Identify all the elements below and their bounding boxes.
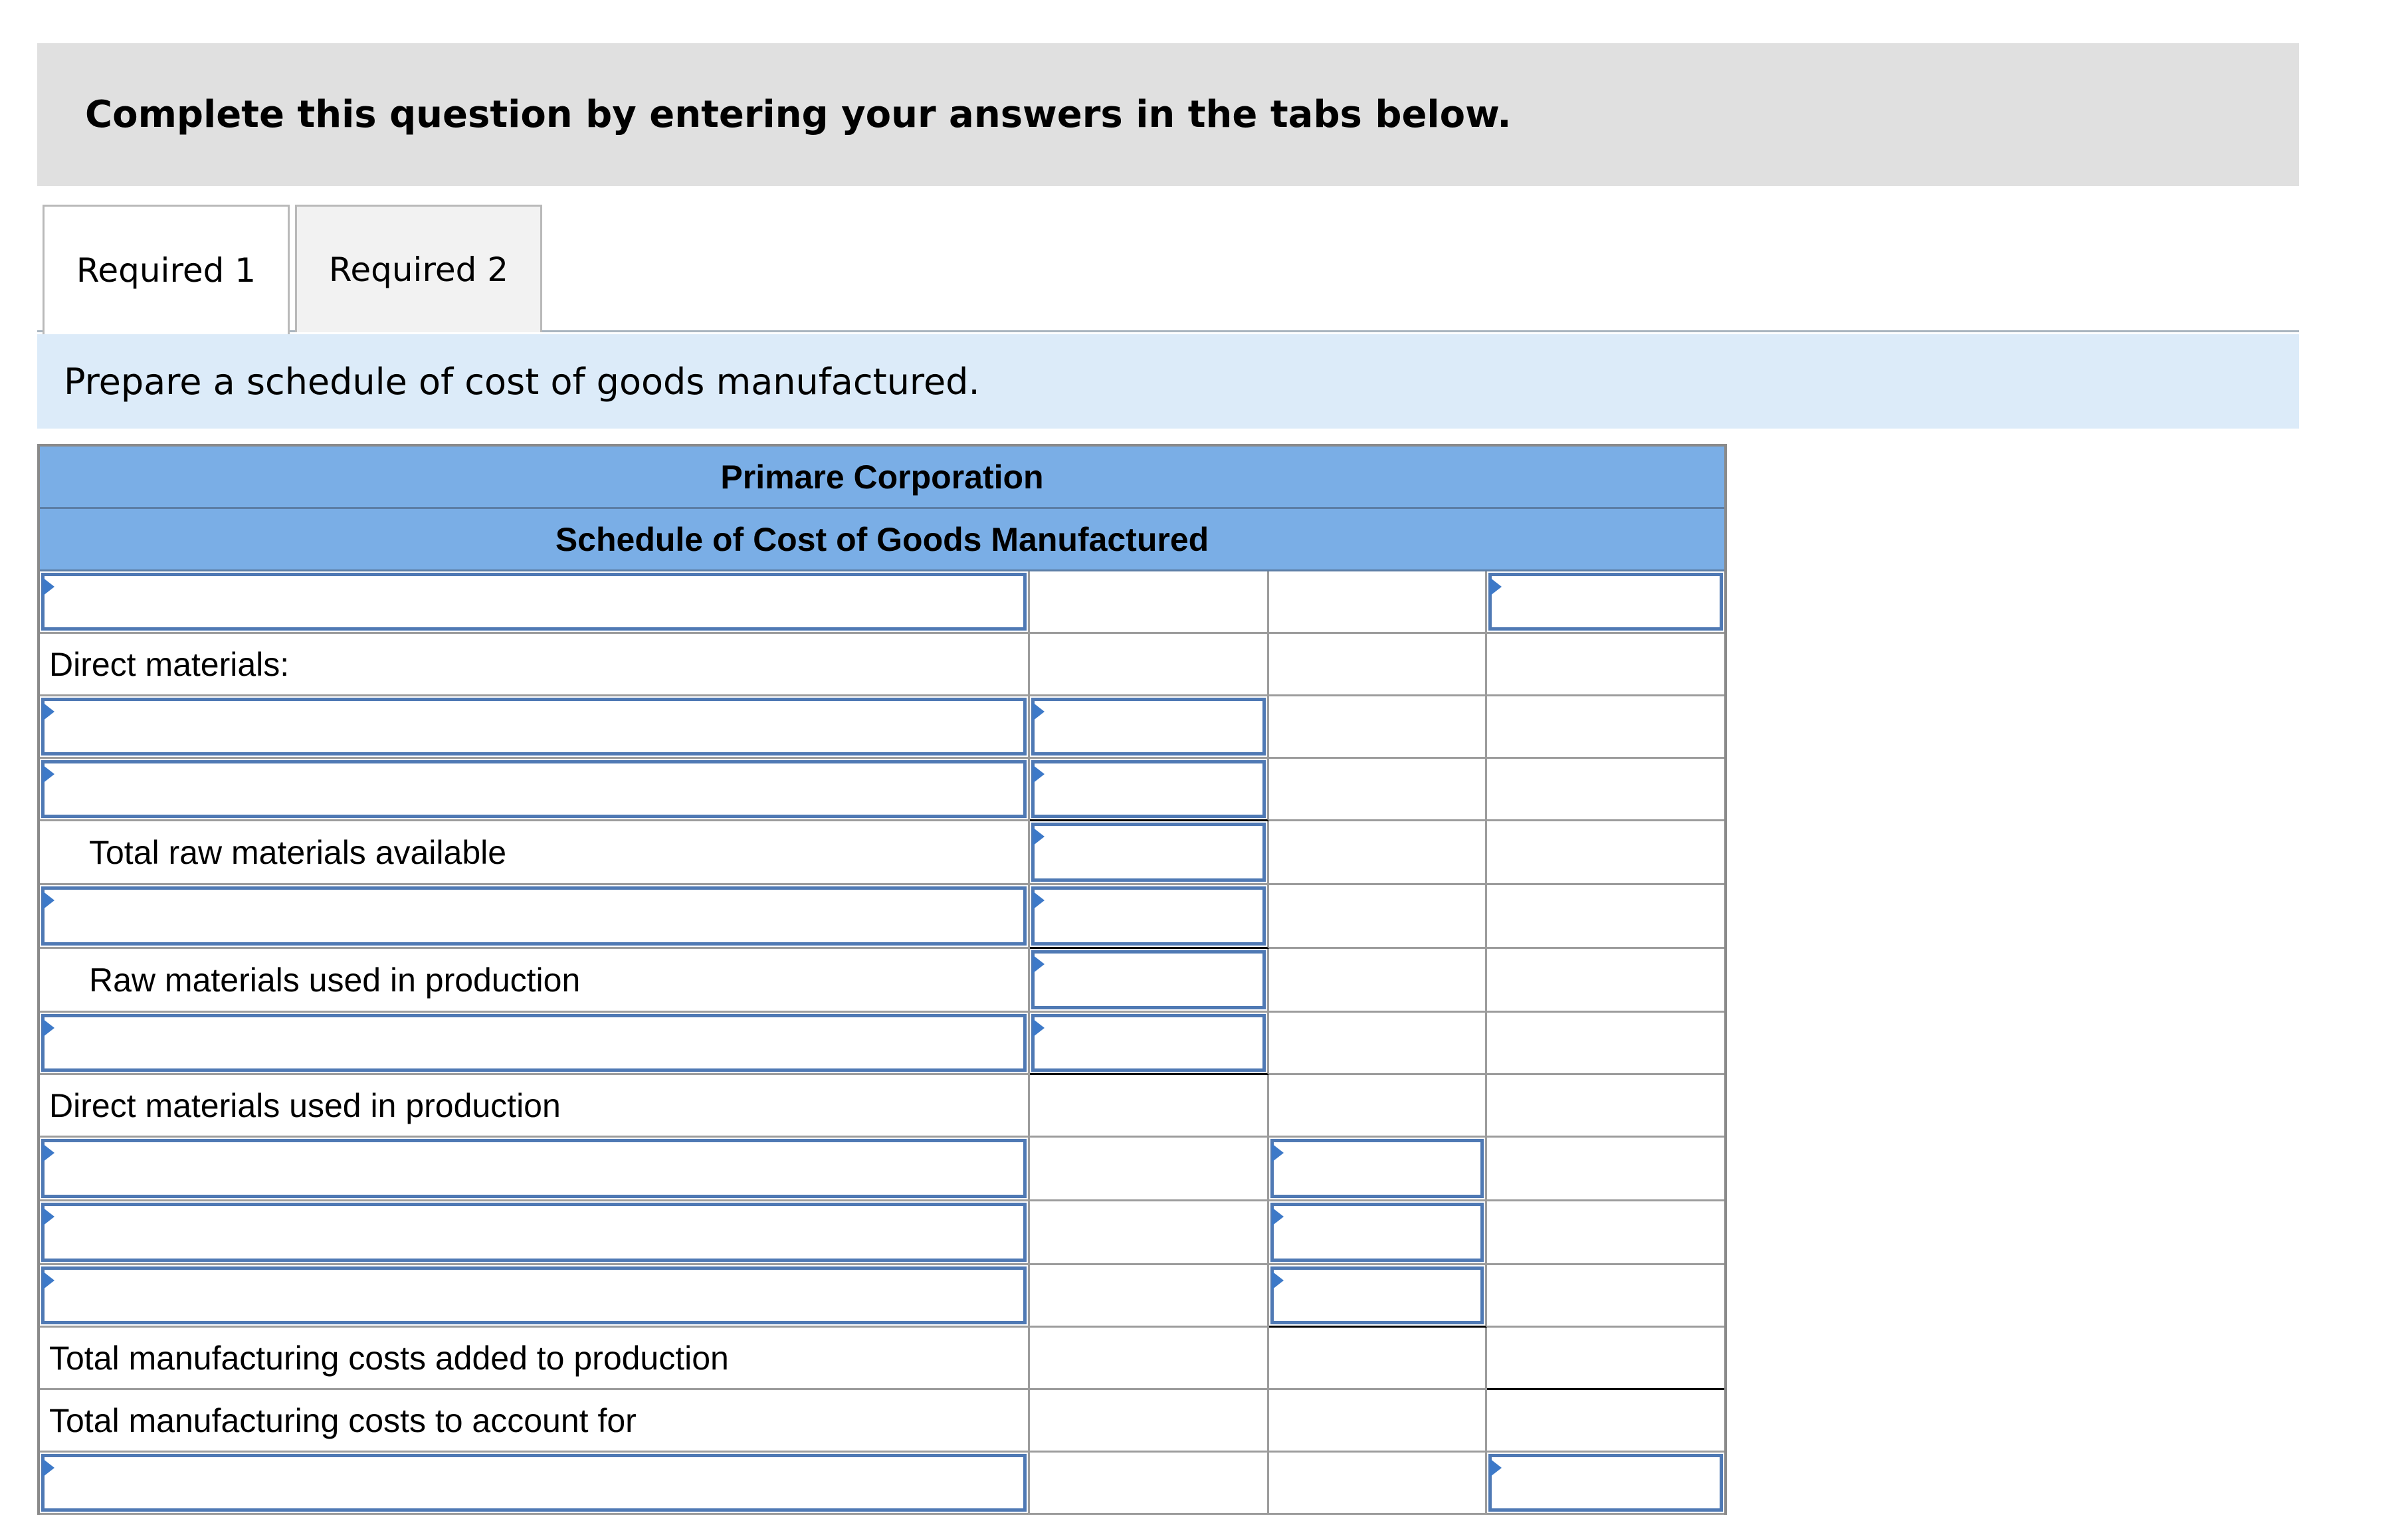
mfg-cost-1-label-input[interactable] (41, 1139, 1027, 1198)
mfg-cost-2-label-input[interactable] (41, 1203, 1027, 1262)
tab-required-1[interactable]: Required 1 (43, 205, 290, 334)
beginning-label-input[interactable] (41, 573, 1027, 631)
total-costs-to-account-label: Total manufacturing costs to account for (40, 1390, 1030, 1453)
tab-required-2[interactable]: Required 2 (295, 205, 542, 332)
raw-materials-used-label: Raw materials used in production (40, 949, 1030, 1013)
tab-bar (37, 205, 2299, 332)
dm-line-4-amount-input[interactable] (1031, 1014, 1266, 1072)
total-raw-materials-available-label: Total raw materials available (40, 821, 1030, 885)
dm-line-3-amount-input[interactable] (1031, 886, 1266, 946)
mfg-cost-1-amount-input[interactable] (1270, 1139, 1484, 1198)
cogm-schedule (37, 444, 1727, 1515)
dm-line-2-amount-input[interactable] (1031, 760, 1266, 818)
schedule-title: Schedule of Cost of Goods Manufactured (40, 509, 1724, 571)
ending-amount-input[interactable] (1488, 1454, 1723, 1512)
direct-materials-label: Direct materials: (40, 634, 1030, 696)
ending-label-input[interactable] (41, 1454, 1027, 1512)
instructions-banner (37, 43, 2299, 186)
dm-line-2-label-input[interactable] (41, 760, 1027, 818)
mfg-cost-3-label-input[interactable] (41, 1266, 1027, 1324)
direct-materials-used-label: Direct materials used in production (40, 1075, 1030, 1138)
dm-line-3-label-input[interactable] (41, 886, 1027, 946)
question-prompt: Prepare a schedule of cost of goods manufactured. (37, 334, 2299, 429)
mfg-cost-2-amount-input[interactable] (1270, 1203, 1484, 1262)
company-name: Primare Corporation (40, 447, 1724, 509)
instructions-text: Complete this question by entering your answers in the tabs below. (85, 93, 1512, 136)
beginning-amount-input[interactable] (1488, 573, 1723, 631)
total-raw-materials-available-input[interactable] (1031, 823, 1266, 882)
dm-line-1-amount-input[interactable] (1031, 698, 1266, 756)
dm-line-4-label-input[interactable] (41, 1014, 1027, 1072)
dm-line-1-label-input[interactable] (41, 698, 1027, 756)
total-costs-added-label: Total manufacturing costs added to production (40, 1328, 1030, 1390)
mfg-cost-3-amount-input[interactable] (1270, 1266, 1484, 1324)
raw-materials-used-input[interactable] (1031, 950, 1266, 1009)
